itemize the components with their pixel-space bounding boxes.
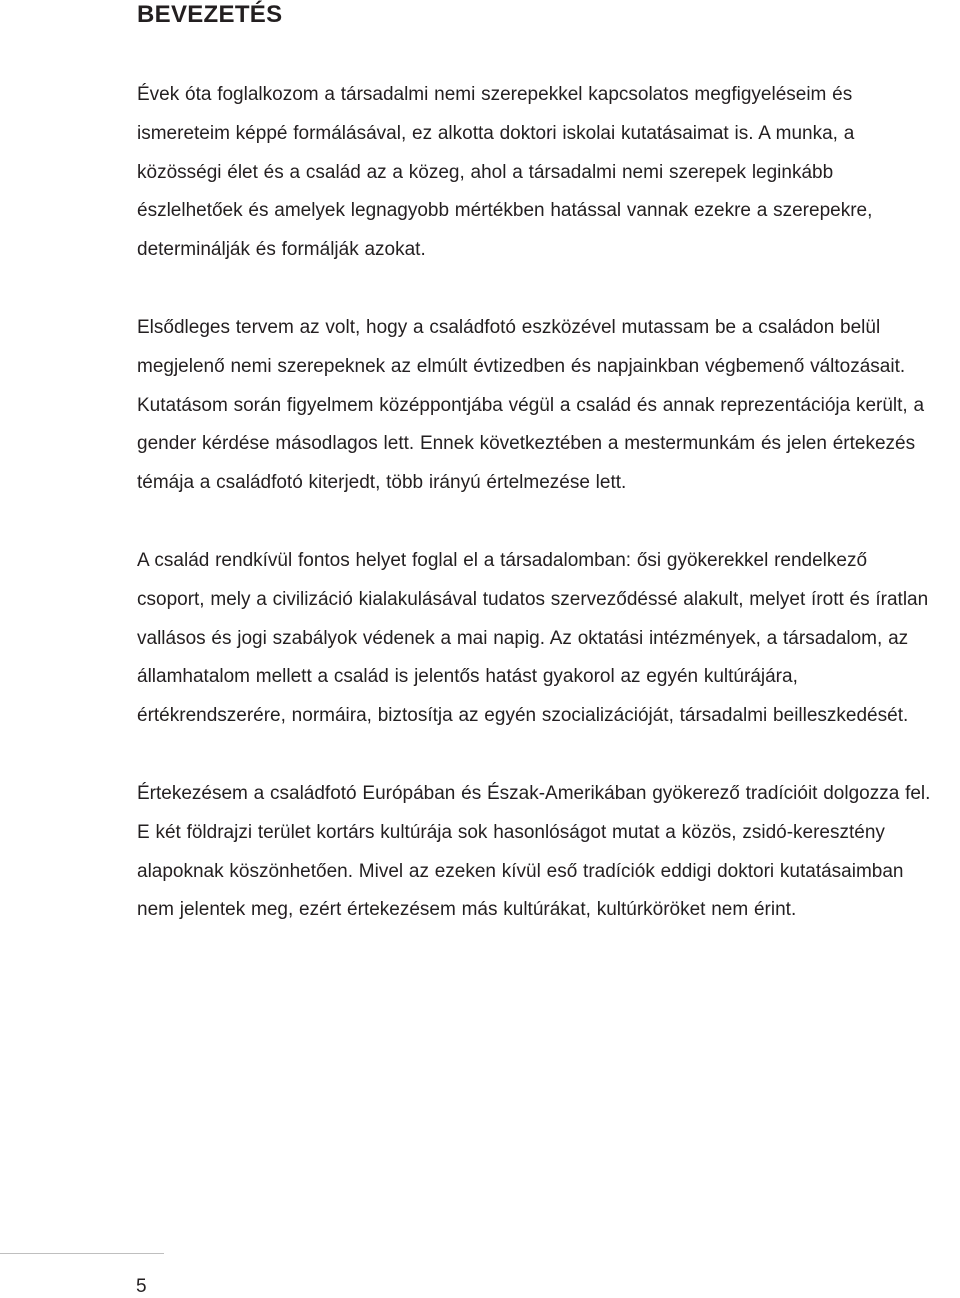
section-heading: BEVEZETÉS [137,1,283,28]
footer-divider [0,1253,164,1254]
paragraph-3: A család rendkívül fontos helyet foglal el a társadalomban: ősi gyökerekkel rendelkező csoport, mely a civilizáció kialakulásával tudatos szerveződéssé alakult, melyet írott és íratlan vallásos és jogi szabályok védenek a mai napig. Az oktatási intézmények, a társadalom, az államhatalom mellett a család is jelentős hatást gyakorol az egyén kultúrájára, értékrendszerére, normáira, biztosítja az egyén szocializációját, társadalmi beilleszkedését. [137,549,929,727]
paragraph-4: Értekezésem a családfotó Európában és Észak-Amerikában gyökerező tradícióit dolgozza fel. E két földrajzi terület kortárs kultúrája sok hasonlóságot mutat a közös, zsidó-keresztény alapoknak köszönhetően. Mivel az ezeken kívül eső tradíciók eddigi doktori kutatásaimban nem jelentek meg, ezért értekezésem más kultúrákat, kultúrköröket nem érint. [137,782,931,921]
body-text [137,76,933,969]
paragraph-1: Évek óta foglalkozom a társadalmi nemi szerepekkel kapcsolatos megfigyeléseim és ismereteim képpé formálásával, ez alkotta doktori iskolai kutatásaimat is. A munka, a közösségi élet és a család az a közeg, ahol a társadalmi nemi szerepek leginkább észlelhetőek és amelyek legnagyobb mértékben hatással vannak ezekre a szerepekre, determinálják és formálják azokat. [137,84,873,261]
paragraph-2: Elsődleges tervem az volt, hogy a családfotó eszközével mutassam be a családon belül megjelenő nemi szerepeknek az elmúlt évtizedben és napjainkban végbemenő változásait. Kutatásom során figyelmem középpontjába végül a család és annak reprezentációja került, a gender kérdése másodlagos lett. Ennek következtében a mestermunkám és jelen értekezés témája a családfotó kiterjedt, több irányú értelmezése lett. [137,316,925,494]
page-number: 5 [136,1276,147,1297]
